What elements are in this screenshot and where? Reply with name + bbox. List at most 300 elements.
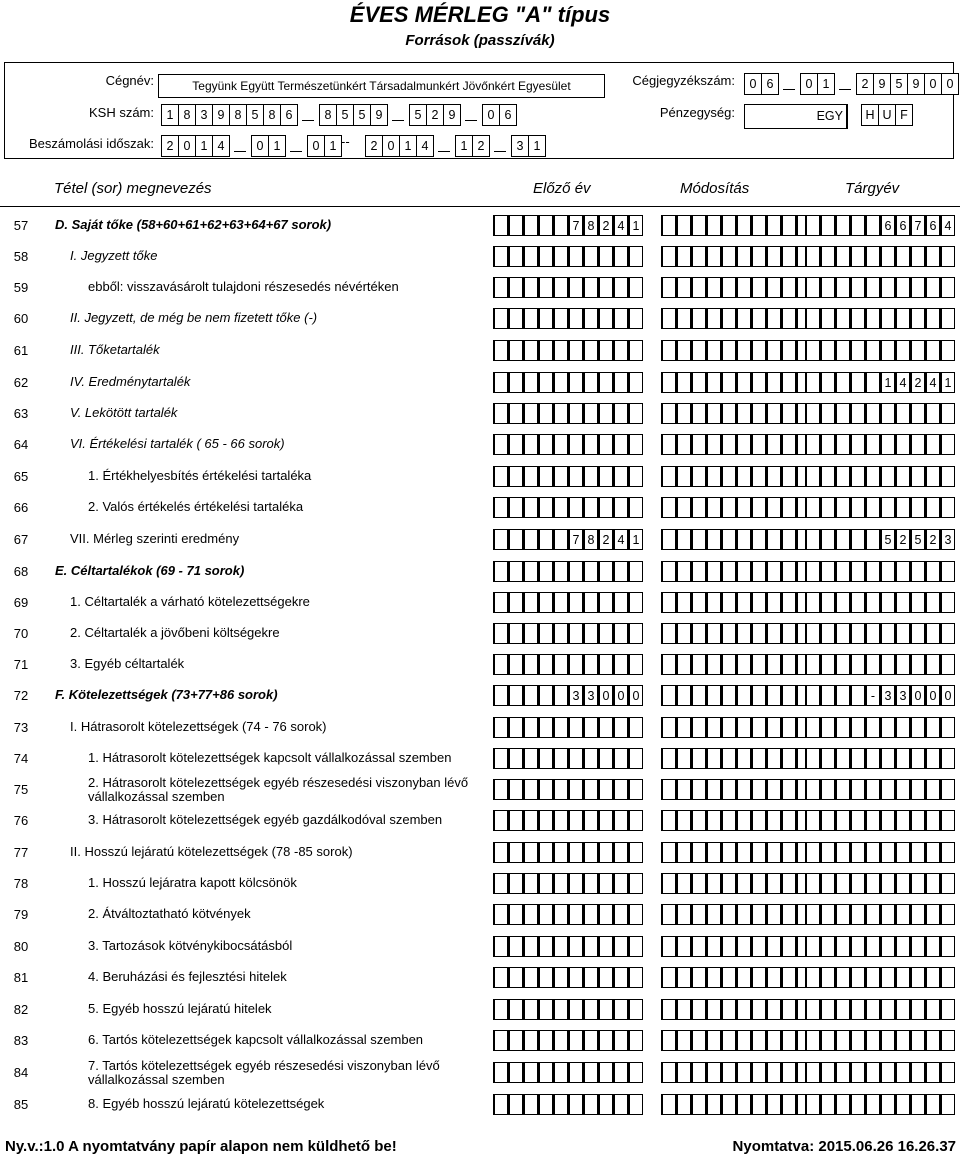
digit-cell — [628, 936, 643, 957]
digit-cell — [613, 904, 628, 925]
row-number: 69 — [13, 595, 29, 610]
digit-cell — [865, 277, 880, 298]
digit-cell — [661, 403, 676, 424]
digit-cell — [553, 592, 568, 613]
digit-cell — [538, 561, 553, 582]
digit-cell — [925, 936, 940, 957]
digit-cell — [628, 403, 643, 424]
digit-cell — [568, 497, 583, 518]
digit-cell — [598, 1030, 613, 1051]
digit-cell — [721, 936, 736, 957]
digit-cell — [766, 561, 781, 582]
digit-cell — [880, 654, 895, 675]
digit-cell — [835, 873, 850, 894]
digit-cell — [583, 779, 598, 800]
digit-cell — [676, 748, 691, 769]
digit-cell — [781, 1030, 796, 1051]
digit-cell — [706, 999, 721, 1020]
digit-cell — [736, 340, 751, 361]
digit-cell — [523, 372, 538, 393]
digit-cell — [628, 1062, 643, 1083]
row-label: F. Kötelezettségek (73+77+86 sorok) — [55, 687, 278, 702]
digit-cell — [850, 936, 865, 957]
currency-unit-value: EGY — [816, 109, 843, 124]
digit-cell — [583, 654, 598, 675]
digit-cell — [568, 308, 583, 329]
row-label: ebből: visszavásárolt tulajdoni részesedés névértéken — [88, 279, 399, 294]
digit-cell — [691, 654, 706, 675]
digit-cell — [865, 936, 880, 957]
digit-cell — [598, 842, 613, 863]
digit-cell — [805, 434, 820, 455]
group-dash — [302, 120, 314, 121]
digit-cell — [493, 403, 508, 424]
digit-cell — [751, 904, 766, 925]
digit-cell — [676, 685, 691, 706]
digit-cell — [880, 873, 895, 894]
digit-cell: 7 — [910, 215, 925, 236]
digit-cell — [706, 685, 721, 706]
digit-cell — [691, 685, 706, 706]
digit-cell — [850, 529, 865, 550]
digit-cell — [925, 623, 940, 644]
digit-cell — [598, 717, 613, 738]
digit-cell — [850, 372, 865, 393]
digit-cell — [880, 434, 895, 455]
row-label: V. Lekötött tartalék — [70, 405, 178, 420]
digit-cell — [583, 873, 598, 894]
digit-cell — [781, 529, 796, 550]
digit-box: U — [878, 104, 896, 126]
digit-cell — [880, 717, 895, 738]
digit-cell — [736, 372, 751, 393]
header-divider — [0, 206, 960, 207]
digit-cell — [895, 748, 910, 769]
digit-cell — [736, 403, 751, 424]
digit-cell — [820, 967, 835, 988]
digit-cell — [676, 466, 691, 487]
digit-cell — [553, 246, 568, 267]
digit-cell — [613, 308, 628, 329]
digit-cell — [850, 842, 865, 863]
digit-cell — [598, 561, 613, 582]
row-label: VI. Értékelési tartalék ( 65 - 66 sorok) — [70, 436, 285, 451]
digit-cell — [766, 403, 781, 424]
digit-cell — [865, 842, 880, 863]
digit-cell — [895, 1030, 910, 1051]
digit-cell — [676, 904, 691, 925]
digit-cell — [850, 592, 865, 613]
digit-cell — [493, 623, 508, 644]
digit-cell: 2 — [910, 372, 925, 393]
digit-cell: 3 — [895, 685, 910, 706]
digit-cell — [508, 403, 523, 424]
digit-cell — [751, 529, 766, 550]
digit-cell — [676, 717, 691, 738]
digit-box: 8 — [229, 104, 247, 126]
digit-cell — [628, 779, 643, 800]
digit-cell — [820, 592, 835, 613]
digit-cell — [493, 842, 508, 863]
digit-cell — [538, 842, 553, 863]
digit-cell — [613, 999, 628, 1020]
digit-box: 0 — [941, 73, 959, 95]
group-dash — [494, 151, 506, 152]
digit-cell — [568, 999, 583, 1020]
digit-cell — [880, 246, 895, 267]
digit-cell — [583, 1062, 598, 1083]
digit-cell — [691, 999, 706, 1020]
digit-cell — [766, 340, 781, 361]
digit-box: 9 — [212, 104, 230, 126]
digit-cell — [706, 1094, 721, 1115]
page-title: ÉVES MÉRLEG "A" típus — [349, 2, 611, 27]
digit-cell — [940, 340, 955, 361]
row-number: 79 — [13, 907, 29, 922]
digit-cell — [850, 277, 865, 298]
digit-cell — [583, 748, 598, 769]
digit-cell — [781, 717, 796, 738]
digit-cell — [493, 717, 508, 738]
digit-cell — [598, 434, 613, 455]
digit-cell — [736, 873, 751, 894]
digit-box: 0 — [178, 135, 196, 157]
digit-cell — [661, 372, 676, 393]
digit-cell — [691, 1094, 706, 1115]
digit-cell — [661, 529, 676, 550]
digit-cell — [538, 1062, 553, 1083]
digit-cell — [751, 873, 766, 894]
digit-cell: 5 — [880, 529, 895, 550]
digit-cell: 8 — [583, 215, 598, 236]
currency-unit-field[interactable] — [744, 104, 848, 129]
digit-cell — [880, 340, 895, 361]
company-name-field[interactable]: Tegyünk Együtt Természetünkért Társadalmunkért Jövőnkért Egyesület — [158, 74, 605, 98]
digit-cell — [910, 810, 925, 831]
digit-cell — [523, 340, 538, 361]
digit-cell — [676, 623, 691, 644]
digit-cell — [568, 372, 583, 393]
digit-cell — [880, 779, 895, 800]
digit-cell — [613, 873, 628, 894]
digit-cell — [721, 340, 736, 361]
digit-cell — [736, 936, 751, 957]
digit-cell — [751, 434, 766, 455]
digit-cell — [613, 434, 628, 455]
digit-cell — [910, 561, 925, 582]
digit-cell — [865, 340, 880, 361]
digit-cell — [691, 529, 706, 550]
digit-cell — [880, 466, 895, 487]
digit-cell — [523, 999, 538, 1020]
digit-cell — [583, 246, 598, 267]
digit-cell — [691, 403, 706, 424]
digit-cell — [751, 308, 766, 329]
digit-cell — [598, 654, 613, 675]
digit-cell — [661, 967, 676, 988]
digit-cell — [835, 277, 850, 298]
digit-cell — [751, 999, 766, 1020]
digit-cell — [691, 434, 706, 455]
digit-cell — [940, 1094, 955, 1115]
digit-cell — [820, 561, 835, 582]
digit-cell — [628, 277, 643, 298]
digit-cell — [676, 1094, 691, 1115]
digit-cell — [613, 372, 628, 393]
group-dash — [392, 120, 404, 121]
digit-cell — [805, 529, 820, 550]
digit-cell — [736, 842, 751, 863]
digit-cell — [895, 1062, 910, 1083]
digit-cell: 6 — [925, 215, 940, 236]
digit-cell — [835, 1062, 850, 1083]
digit-box: 6 — [280, 104, 298, 126]
column-header-modification: Módosítás — [680, 180, 750, 197]
digit-box: 8 — [319, 104, 337, 126]
page-subtitle: Források (passzívák) — [405, 32, 555, 49]
digit-cell — [508, 1062, 523, 1083]
digit-cell — [583, 592, 598, 613]
digit-cell — [910, 873, 925, 894]
digit-cell — [628, 246, 643, 267]
digit-cell — [553, 842, 568, 863]
digit-cell — [538, 873, 553, 894]
digit-cell — [805, 1094, 820, 1115]
digit-cell — [598, 592, 613, 613]
digit-box: 8 — [263, 104, 281, 126]
digit-cell — [850, 748, 865, 769]
digit-cell — [538, 592, 553, 613]
digit-box: 9 — [907, 73, 925, 95]
digit-cell — [538, 434, 553, 455]
row-number: 76 — [13, 813, 29, 828]
digit-cell — [568, 1062, 583, 1083]
digit-cell — [676, 246, 691, 267]
digit-cell — [925, 1094, 940, 1115]
digit-cell — [691, 967, 706, 988]
digit-cell — [820, 372, 835, 393]
digit-cell — [706, 873, 721, 894]
digit-cell — [751, 967, 766, 988]
digit-box: 2 — [856, 73, 874, 95]
digit-cell — [736, 999, 751, 1020]
digit-box: 0 — [251, 135, 269, 157]
digit-cell — [706, 810, 721, 831]
row-number: 77 — [13, 845, 29, 860]
group-dash — [465, 120, 477, 121]
digit-cell: 1 — [880, 372, 895, 393]
digit-cell — [538, 215, 553, 236]
digit-cell — [850, 810, 865, 831]
digit-cell — [676, 842, 691, 863]
digit-cell — [721, 623, 736, 644]
digit-cell — [583, 561, 598, 582]
digit-cell — [850, 1094, 865, 1115]
digit-cell — [538, 529, 553, 550]
digit-box: 0 — [482, 104, 500, 126]
digit-cell — [910, 904, 925, 925]
digit-cell — [691, 936, 706, 957]
digit-box: 0 — [924, 73, 942, 95]
digit-cell — [940, 999, 955, 1020]
digit-cell — [940, 592, 955, 613]
digit-cell — [721, 592, 736, 613]
digit-cell — [880, 561, 895, 582]
row-label: 2. Céltartalék a jövőbeni költségekre — [70, 625, 280, 640]
digit-cell — [766, 623, 781, 644]
digit-cell — [736, 654, 751, 675]
row-number: 73 — [13, 720, 29, 735]
digit-cell — [583, 999, 598, 1020]
digit-cell — [508, 308, 523, 329]
digit-cell — [880, 1062, 895, 1083]
digit-cell — [850, 1062, 865, 1083]
digit-cell — [523, 717, 538, 738]
digit-cell — [805, 372, 820, 393]
digit-cell — [661, 717, 676, 738]
digit-box: H — [861, 104, 879, 126]
digit-cell — [598, 466, 613, 487]
digit-cell — [676, 561, 691, 582]
digit-cell — [766, 529, 781, 550]
digit-cell — [736, 592, 751, 613]
digit-cell — [553, 810, 568, 831]
digit-cell — [865, 466, 880, 487]
digit-cell — [628, 810, 643, 831]
digit-cell — [508, 810, 523, 831]
digit-cell — [628, 466, 643, 487]
digit-cell — [538, 904, 553, 925]
digit-cell — [880, 936, 895, 957]
group-dash — [290, 151, 302, 152]
digit-cell — [628, 340, 643, 361]
digit-cell — [598, 1094, 613, 1115]
digit-cell — [661, 654, 676, 675]
digit-cell — [850, 999, 865, 1020]
digit-box: 1 — [455, 135, 473, 157]
digit-cell — [553, 497, 568, 518]
digit-cell — [553, 1094, 568, 1115]
digit-cell — [925, 308, 940, 329]
digit-cell — [721, 717, 736, 738]
digit-cell — [910, 1062, 925, 1083]
digit-cell — [895, 246, 910, 267]
digit-cell — [835, 810, 850, 831]
digit-cell — [880, 904, 895, 925]
digit-cell — [676, 277, 691, 298]
digit-cell — [721, 1062, 736, 1083]
row-number: 63 — [13, 406, 29, 421]
digit-cell: 4 — [895, 372, 910, 393]
digit-cell — [553, 685, 568, 706]
digit-cell — [613, 246, 628, 267]
digit-cell — [850, 215, 865, 236]
digit-cell — [850, 685, 865, 706]
digit-cell — [751, 623, 766, 644]
row-label: 8. Egyéb hosszú lejáratú kötelezettségek — [88, 1096, 325, 1111]
digit-cell — [691, 779, 706, 800]
digit-cell — [508, 936, 523, 957]
digit-cell — [523, 497, 538, 518]
digit-cell — [508, 779, 523, 800]
digit-cell — [805, 215, 820, 236]
digit-box: 4 — [416, 135, 434, 157]
digit-cell — [706, 904, 721, 925]
digit-cell — [583, 904, 598, 925]
digit-cell — [721, 434, 736, 455]
digit-cell — [508, 246, 523, 267]
digit-cell — [925, 246, 940, 267]
digit-cell — [553, 904, 568, 925]
digit-cell — [661, 623, 676, 644]
digit-cell — [508, 873, 523, 894]
digit-cell — [508, 592, 523, 613]
digit-box: 2 — [161, 135, 179, 157]
digit-cell — [568, 561, 583, 582]
digit-cell — [583, 277, 598, 298]
digit-cell — [523, 561, 538, 582]
digit-cell — [835, 246, 850, 267]
digit-cell — [493, 1030, 508, 1051]
digit-cell — [691, 592, 706, 613]
digit-cell — [940, 561, 955, 582]
digit-cell — [925, 999, 940, 1020]
digit-cell — [598, 372, 613, 393]
digit-cell — [721, 497, 736, 518]
digit-cell — [493, 529, 508, 550]
digit-cell — [493, 936, 508, 957]
digit-cell — [706, 717, 721, 738]
digit-cell — [598, 1062, 613, 1083]
digit-cell: 3 — [940, 529, 955, 550]
digit-cell — [736, 967, 751, 988]
digit-cell — [538, 999, 553, 1020]
digit-cell — [940, 403, 955, 424]
digit-cell — [865, 246, 880, 267]
digit-cell — [820, 434, 835, 455]
digit-cell — [880, 497, 895, 518]
digit-cell — [781, 340, 796, 361]
digit-cell — [568, 403, 583, 424]
digit-cell — [628, 873, 643, 894]
digit-cell — [628, 967, 643, 988]
digit-cell — [538, 685, 553, 706]
digit-cell — [895, 842, 910, 863]
digit-cell — [835, 434, 850, 455]
digit-box: 8 — [178, 104, 196, 126]
digit-cell — [508, 340, 523, 361]
digit-cell — [553, 1030, 568, 1051]
company-label: Cégnév: — [105, 73, 154, 88]
digit-cell — [910, 1094, 925, 1115]
digit-cell — [940, 654, 955, 675]
digit-cell — [865, 529, 880, 550]
digit-cell — [940, 842, 955, 863]
digit-cell — [895, 592, 910, 613]
digit-cell — [508, 277, 523, 298]
digit-cell — [706, 779, 721, 800]
digit-cell — [553, 277, 568, 298]
digit-box: 1 — [195, 135, 213, 157]
digit-cell — [766, 779, 781, 800]
digit-cell — [568, 1094, 583, 1115]
digit-cell — [820, 654, 835, 675]
digit-cell — [538, 810, 553, 831]
digit-cell — [523, 1094, 538, 1115]
digit-cell — [910, 277, 925, 298]
digit-cell — [781, 561, 796, 582]
digit-cell — [661, 497, 676, 518]
